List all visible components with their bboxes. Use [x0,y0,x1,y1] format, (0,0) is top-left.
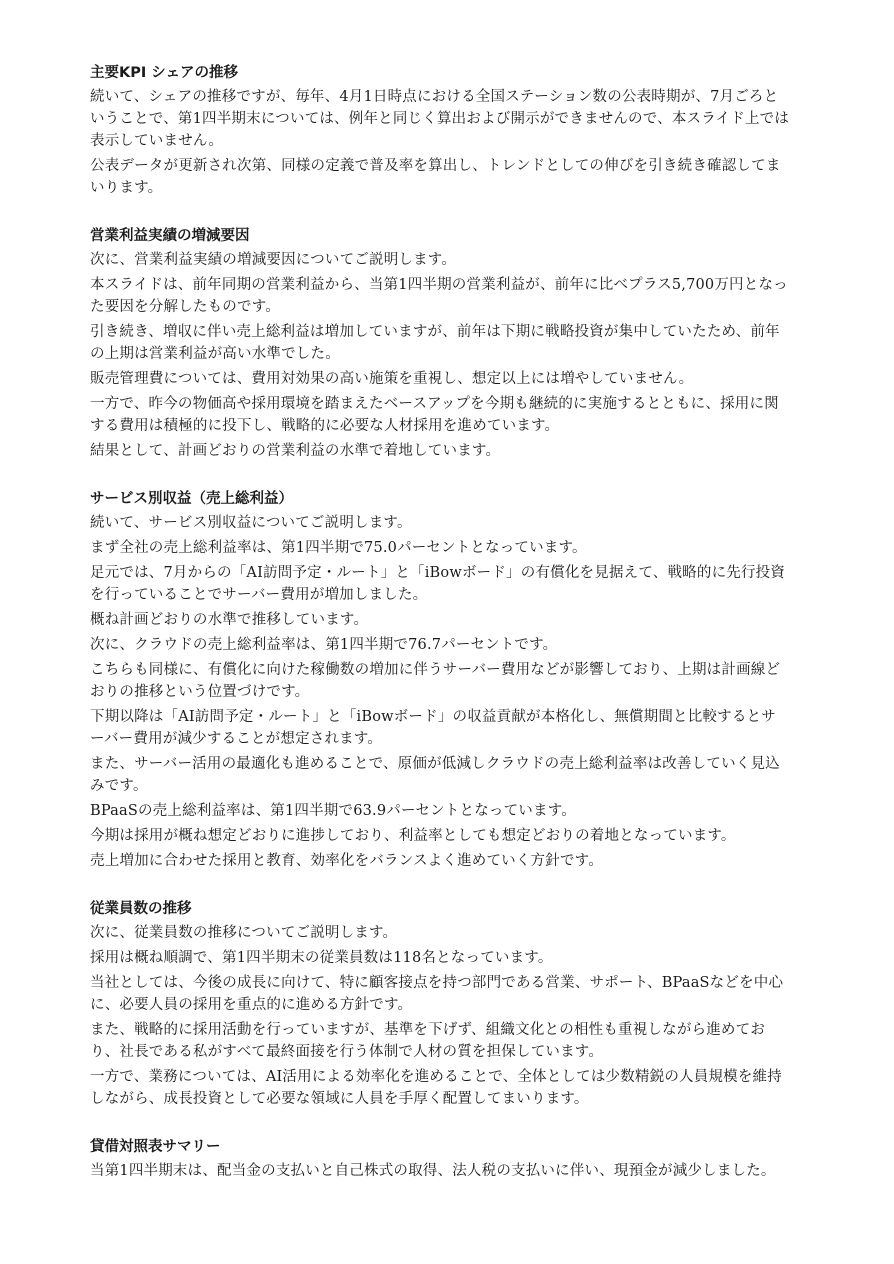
paragraph: 次に、従業員数の推移についてご説明します。 [90,925,398,941]
paragraph: こちらも同様に、有償化に向けた稼働数の増加に伴うサーバー費用などが影響しており、上期は計画線どおりの推移という位置づけです。 [90,662,781,700]
paragraph: 販売管理費については、費用対効果の高い施策を重視し、想定以上には増やしていません。 [90,371,694,387]
paragraph: また、サーバー活用の最適化も進めることで、原価が低減しクラウドの売上総利益率は改善していく見込みです。 [90,756,780,794]
transcript-page [90,62,790,1185]
section-heading: 営業利益実績の増減要因 [90,228,250,244]
paragraph: BPaaSの売上総利益率は、第1四半期で63.9パーセントとなっています。 [90,803,576,819]
section-balance-sheet [90,1136,790,1182]
paragraph: 本スライドは、前年同期の営業利益から、当第1四半期の営業利益が、前年に比べプラス5,700万円となった要因を分解したものです。 [90,277,788,315]
paragraph: 引き続き、増収に伴い売上総利益は増加していますが、前年は下期に戦略投資が集中していたため、前年の上期は営業利益が高い水準でした。 [90,324,780,362]
paragraph: 概ね計画どおりの水準で推移しています。 [90,612,369,628]
paragraph: 売上増加に合わせた採用と教育、効率化をバランスよく進めていく方針です。 [90,853,603,869]
paragraph: 公表データが更新され次第、同様の定義で普及率を算出し、トレンドとしての伸びを引き続き確認してまいります。 [90,158,781,196]
paragraph: まず全社の売上総利益率は、第1四半期で75.0パーセントとなっています。 [90,540,587,556]
paragraph: 続いて、サービス別収益についてご説明します。 [90,515,412,531]
section-service-revenue [90,488,790,872]
section-heading: サービス別収益（売上総利益） [90,491,293,507]
section-employees [90,898,790,1110]
section-heading: 主要KPI シェアの推移 [90,65,239,81]
paragraph: 当第1四半期末は、配当金の支払いと自己株式の取得、法人税の支払いに伴い、現預金が減少しました。 [90,1163,776,1179]
paragraph: 足元では、7月からの「AI訪問予定・ルート」と「iBowボード」の有償化を見据えて、戦略的に先行投資を行っていることでサーバー費用が増加しました。 [90,565,786,603]
paragraph: 次に、営業利益実績の増減要因についてご説明します。 [90,252,457,268]
paragraph: 今期は採用が概ね想定どおりに進捗しており、利益率としても想定どおりの着地となっています。 [90,828,736,844]
paragraph: 当社としては、今後の成長に向けて、特に顧客接点を持つ部門である営業、サポート、BPaaSなどを中心に、必要人員の採用を重点的に進める方針です。 [90,975,784,1013]
section-kpi-share [90,62,790,199]
paragraph: 一方で、業務については、AI活用による効率化を進めることで、全体としては少数精鋭の人員規模を維持しながら、成長投資として必要な領域に人員を手厚く配置してまいります。 [90,1069,782,1107]
section-heading: 貸借対照表サマリー [90,1139,221,1155]
paragraph: 次に、クラウドの売上総利益率は、第1四半期で76.7パーセントです。 [90,637,558,653]
paragraph: 続いて、シェアの推移ですが、毎年、4月1日時点における全国ステーション数の公表時期が、7月ごろということで、第1四半期末については、例年と同じく算出および開示ができませんので、本スライド上では表示していません。 [90,89,790,149]
paragraph: 採用は概ね順調で、第1四半期末の従業員数は118名となっています。 [90,950,553,966]
paragraph: 一方で、昨今の物価高や採用環境を踏まえたベースアップを今期も継続的に実施するとともに、採用に関する費用は積極的に投下し、戦略的に必要な人材採用を進めています。 [90,396,779,434]
paragraph: 下期以降は「AI訪問予定・ルート」と「iBowボード」の収益貢献が本格化し、無償期間と比較するとサーバー費用が減少することが想定されます。 [90,709,776,747]
paragraph: また、戦略的に採用活動を行っていますが、基準を下げず、組織文化との相性も重視しながら進めており、社長である私がすべて最終面接を行う体制で人材の質を担保しています。 [90,1022,766,1060]
paragraph: 結果として、計画どおりの営業利益の水準で着地しています。 [90,443,501,459]
section-operating-profit [90,225,790,462]
section-heading: 従業員数の推移 [90,901,192,917]
